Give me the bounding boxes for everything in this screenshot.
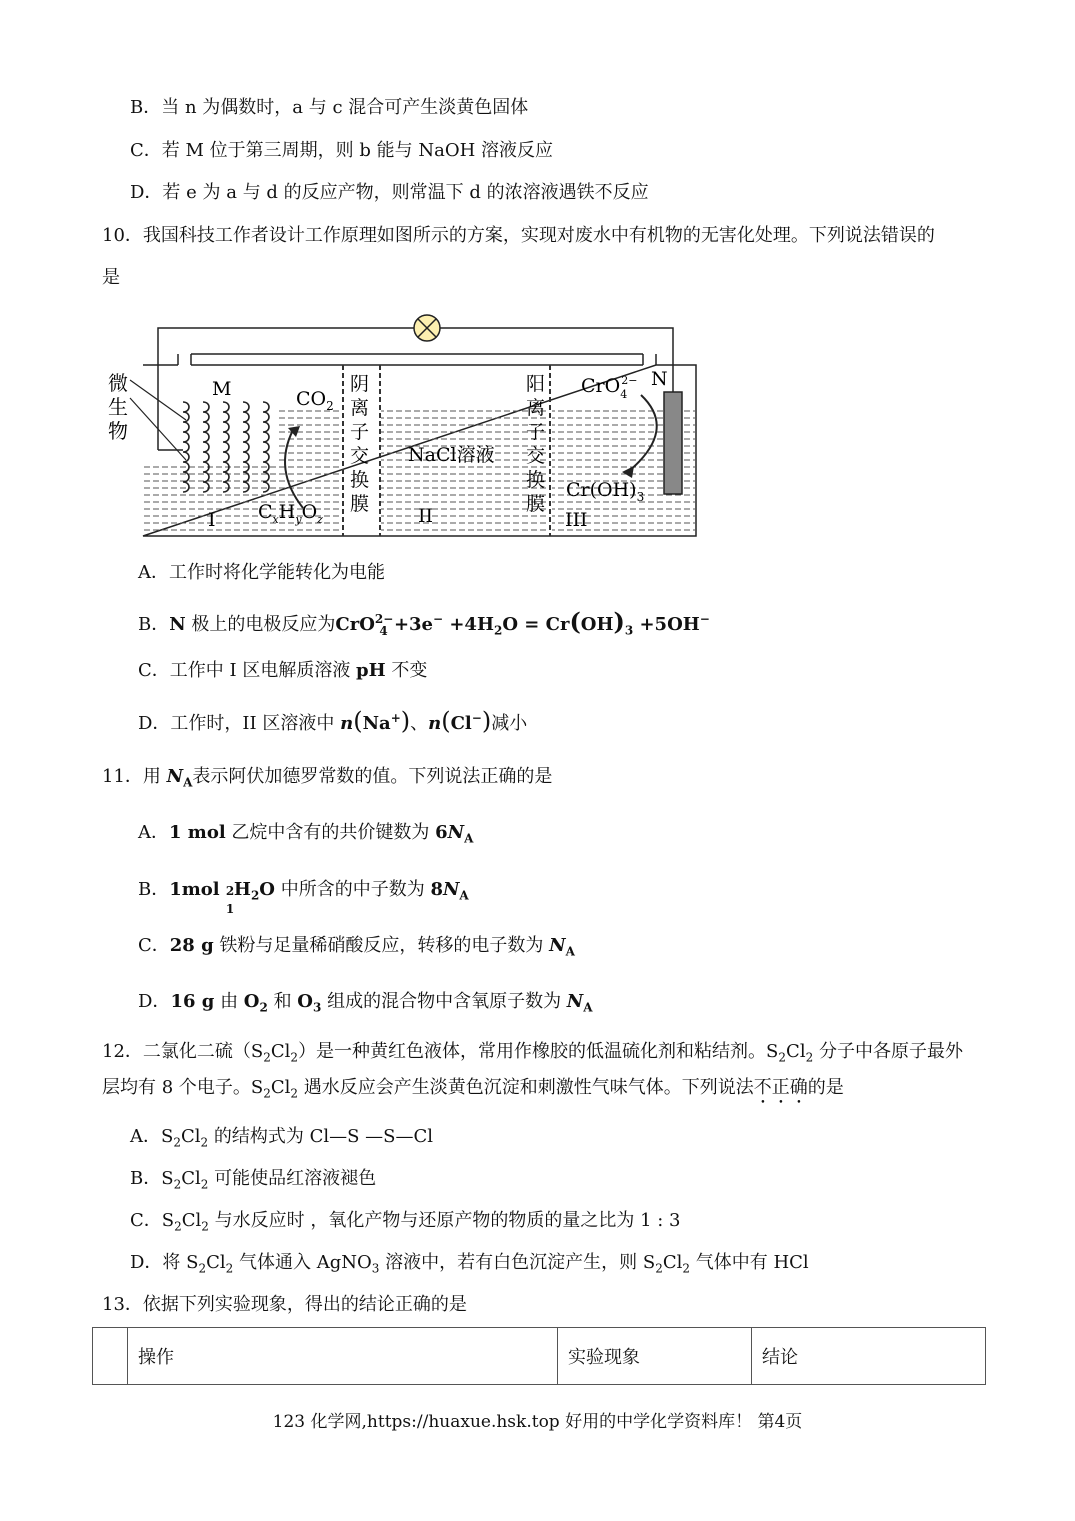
q13-table xyxy=(92,1327,986,1385)
svg-text:膜: 膜 xyxy=(526,493,546,515)
q10-option-b: B．N 极上的电极反应为$CrO^{2-}_4 +3e^- +4H_2O = Cr(OH)_3 +5OH^-$ xyxy=(138,607,710,638)
label-cation-membrane-1: 阳 xyxy=(526,373,546,395)
q12-stem-line1: 12．二氯化二硫$(S_2Cl_2)$是一种黄红色液体，常用作橡胶的低温硫化剂和粘结剂。$S_2Cl_2$ 分子中各原子最外 xyxy=(102,1041,963,1065)
svg-text:交: 交 xyxy=(526,445,546,467)
electrode-n xyxy=(664,392,682,494)
q10-option-c: C．工作中 I 区电解质溶液 pH 不变 xyxy=(138,660,428,681)
table-header-cell: 操作 xyxy=(128,1328,558,1385)
q11-option-c: C．28 g 铁粉与足量稀硝酸反应，转移的电子数为 $N_A$ xyxy=(138,935,575,959)
label-microbe-3: 物 xyxy=(108,419,128,443)
label-region-2: II xyxy=(418,505,434,527)
q12-stem-line2: 层均有 8 个电子。$S_2Cl_2$ 遇水反应会产生淡黄色沉淀和刺激性气味气体。下列说法不正确的是 xyxy=(102,1077,844,1101)
table-header-cell: 实验现象 xyxy=(558,1328,752,1385)
q11-option-a: A．1 mol 乙烷中含有的共价键数为 $6N_A$ xyxy=(138,822,474,846)
label-anion-membrane-1: 阴 xyxy=(350,373,370,395)
q13-stem: 13．依据下列实验现象，得出的结论正确的是 xyxy=(102,1294,467,1315)
table-header-cell xyxy=(93,1328,128,1385)
label-croh3: $Cr(OH)_3$ xyxy=(566,479,645,504)
label-n: N xyxy=(651,368,668,390)
svg-text:离: 离 xyxy=(526,397,546,419)
q10-option-a: A．工作时将化学能转化为电能 xyxy=(138,562,385,583)
q10-stem-cont: 是 xyxy=(102,267,120,288)
q10-stem: 10．我国科技工作者设计工作原理如图所示的方案，实现对废水中有机物的无害化处理。下列说法错误的 xyxy=(102,225,935,246)
solution-region-2 xyxy=(381,410,549,535)
label-microbe-1: 微 xyxy=(108,371,128,395)
svg-text:换: 换 xyxy=(350,469,370,491)
label-cxhyoz: $C_xH_yO_z$ xyxy=(258,501,323,526)
q12-option-a: A．$S_2Cl_2$ 的结构式为 Cl—S —S—Cl xyxy=(130,1126,434,1150)
q11-option-d: D．16 g 由 $O_2$ 和 $O_3$ 组成的混合物中含氧原子数为 $N_A$ xyxy=(138,991,593,1015)
q12-option-b: B．$S_2Cl_2$ 可能使品红溶液褪色 xyxy=(130,1168,377,1192)
q12-option-d: D．将 $S_2Cl_2$ 气体通入 AgNO$_3$ 溶液中，若有白色沉淀产生，则 $S_2Cl_2$ 气体中有 HCl xyxy=(130,1252,809,1276)
label-m: M xyxy=(212,378,232,400)
svg-text:膜: 膜 xyxy=(350,493,370,515)
label-nacl: NaCl溶液 xyxy=(408,444,495,466)
q9-option-b: B．当 n 为偶数时，a 与 c 混合可产生淡黄色固体 xyxy=(130,97,529,118)
table-row xyxy=(93,1328,986,1385)
page-footer: 123 化学网,https://huaxue.hsk.top 好用的中学化学资料库！ 第4页 xyxy=(272,1412,803,1432)
label-microbe-2: 生 xyxy=(108,395,128,419)
svg-text:子: 子 xyxy=(350,421,370,443)
lamp-icon xyxy=(414,315,440,341)
q9-option-c: C．若 M 位于第三周期，则 b 能与 NaOH 溶液反应 xyxy=(130,140,553,161)
q12-option-c: C．$S_2Cl_2$ 与水反应时 ，氧化产物与还原产物的物质的量之比为 1 : 3 xyxy=(130,1210,681,1234)
q11-stem: 11．用 $N_A$表示阿伏加德罗常数的值。下列说法正确的是 xyxy=(102,766,553,790)
q10-option-d: D．工作时，II 区溶液中 n(Na+)、n(Cl−)减小 xyxy=(138,707,528,735)
label-co2: $CO_2$ xyxy=(296,388,334,413)
electrochemical-cell-diagram xyxy=(98,310,708,542)
svg-text:交: 交 xyxy=(350,445,370,467)
solution-region-1 xyxy=(144,465,342,535)
q11-option-b: B．1mol 2 1 $H_2O$ 中所含的中子数为 $8N_A$ xyxy=(138,879,469,916)
label-region-3: III xyxy=(565,509,588,531)
table-header-cell: 结论 xyxy=(752,1328,986,1385)
label-cro4: CrO$_4$2− xyxy=(581,374,638,401)
svg-text:换: 换 xyxy=(526,469,546,491)
svg-text:子: 子 xyxy=(526,421,546,443)
label-region-1: I xyxy=(208,509,216,531)
svg-text:离: 离 xyxy=(350,397,370,419)
q9-option-d: D．若 e 为 a 与 d 的反应产物，则常温下 d 的浓溶液遇铁不反应 xyxy=(130,182,649,203)
